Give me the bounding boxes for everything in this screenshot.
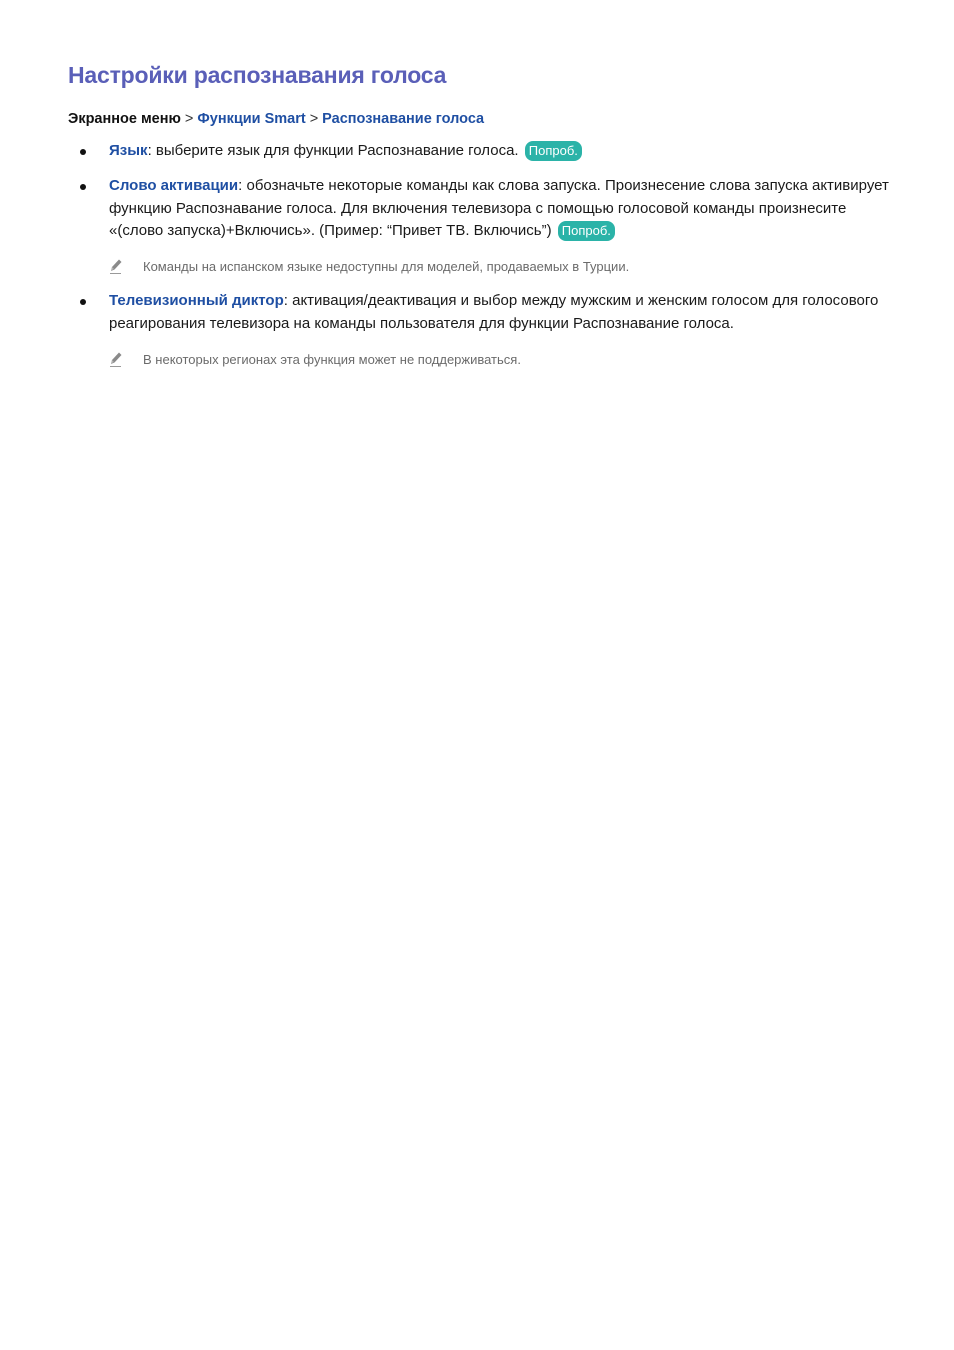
breadcrumb-root: Экранное меню xyxy=(68,111,181,127)
list-item-text xyxy=(109,175,900,243)
list-item-language xyxy=(80,140,900,163)
list-item-text xyxy=(109,290,900,335)
breadcrumb-voice-recognition[interactable]: Распознавание голоса xyxy=(322,111,485,127)
list-item-wake-word xyxy=(80,175,900,243)
description: : выберите язык для функции Распознавание голоса. xyxy=(147,142,519,159)
pencil-icon xyxy=(108,350,124,368)
note-text: Команды на испанском языке недоступны для моделей, продаваемых в Турции. xyxy=(143,259,630,274)
list-item-text xyxy=(109,140,900,163)
note-spanish-turkey xyxy=(108,259,888,274)
bullet xyxy=(80,149,86,155)
bullet xyxy=(80,184,86,190)
term-wake-word[interactable]: Слово активации xyxy=(109,177,239,194)
try-button[interactable]: Попроб. xyxy=(525,141,582,161)
breadcrumb xyxy=(68,111,484,127)
term-tv-narrator[interactable]: Телевизионный диктор xyxy=(109,292,284,309)
description: : активация/деактивация и выбор между мужским и женским голосом для голосового реагирования телевизора на команды пользователя для функции Распознавание голоса. xyxy=(109,292,879,332)
description: : обозначьте некоторые команды как слова запуска. Произнесение слова запуска активирует функцию Распознавание голоса. Для включения телевизора с помощью голосовой команды произнесите «(слово запуска)+Включись». (Пример: “Привет ТВ. Включись”) xyxy=(109,177,889,239)
breadcrumb-separator: > xyxy=(184,111,194,127)
list-item-tv-narrator xyxy=(80,290,900,335)
try-button[interactable]: Попроб. xyxy=(558,221,615,241)
breadcrumb-separator: > xyxy=(309,111,319,127)
page-title: Настройки распознавания голоса xyxy=(68,62,447,88)
breadcrumb-smart-functions[interactable]: Функции Smart xyxy=(197,111,306,127)
term-language[interactable]: Язык xyxy=(109,142,148,159)
note-text: В некоторых регионах эта функция может не поддерживаться. xyxy=(143,352,521,367)
note-regions xyxy=(108,352,888,367)
pencil-icon xyxy=(108,257,124,275)
bullet xyxy=(80,299,86,305)
